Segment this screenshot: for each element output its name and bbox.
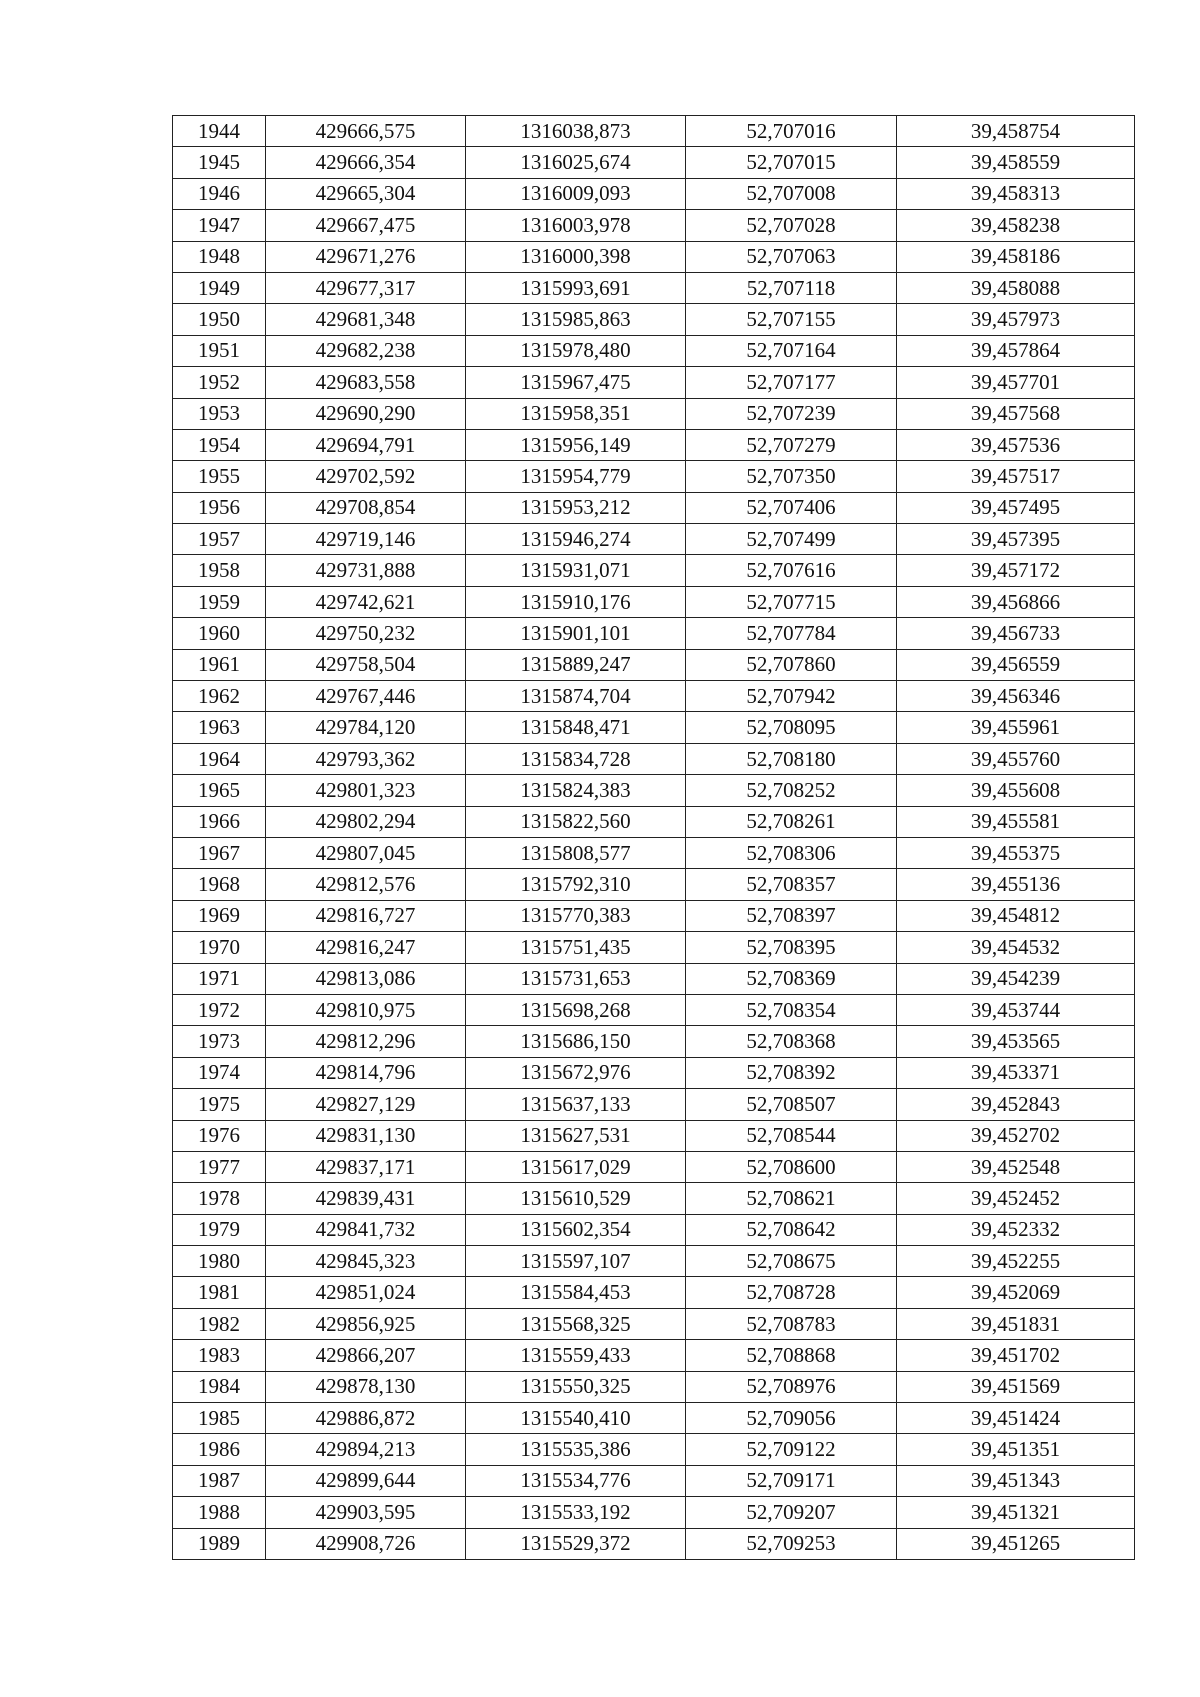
- table-row: [173, 932, 1135, 963]
- y-coordinate-cell: 1315698,268: [466, 994, 686, 1025]
- latitude-cell: 52,708252: [686, 775, 897, 806]
- longitude-cell: 39,452069: [897, 1277, 1135, 1308]
- table-row: [173, 837, 1135, 868]
- point-number-cell: 1956: [173, 492, 266, 523]
- latitude-cell: 52,707499: [686, 524, 897, 555]
- x-coordinate-cell: 429839,431: [266, 1183, 466, 1214]
- x-coordinate-cell: 429856,925: [266, 1308, 466, 1339]
- latitude-cell: 52,707015: [686, 147, 897, 178]
- latitude-cell: 52,708621: [686, 1183, 897, 1214]
- point-number-cell: 1973: [173, 1026, 266, 1057]
- y-coordinate-cell: 1315535,386: [466, 1434, 686, 1465]
- y-coordinate-cell: 1315686,150: [466, 1026, 686, 1057]
- y-coordinate-cell: 1315627,531: [466, 1120, 686, 1151]
- latitude-cell: 52,707406: [686, 492, 897, 523]
- latitude-cell: 52,707860: [686, 649, 897, 680]
- x-coordinate-cell: 429802,294: [266, 806, 466, 837]
- point-number-cell: 1979: [173, 1214, 266, 1245]
- longitude-cell: 39,457495: [897, 492, 1135, 523]
- point-number-cell: 1969: [173, 900, 266, 931]
- y-coordinate-cell: 1315889,247: [466, 649, 686, 680]
- longitude-cell: 39,456866: [897, 586, 1135, 617]
- x-coordinate-cell: 429731,888: [266, 555, 466, 586]
- coordinates-table-body: [173, 116, 1135, 1560]
- x-coordinate-cell: 429793,362: [266, 743, 466, 774]
- longitude-cell: 39,458088: [897, 272, 1135, 303]
- x-coordinate-cell: 429894,213: [266, 1434, 466, 1465]
- longitude-cell: 39,455760: [897, 743, 1135, 774]
- y-coordinate-cell: 1315824,383: [466, 775, 686, 806]
- longitude-cell: 39,454532: [897, 932, 1135, 963]
- longitude-cell: 39,451702: [897, 1340, 1135, 1371]
- point-number-cell: 1982: [173, 1308, 266, 1339]
- y-coordinate-cell: 1316000,398: [466, 241, 686, 272]
- table-row: [173, 586, 1135, 617]
- longitude-cell: 39,455581: [897, 806, 1135, 837]
- table-row: [173, 1214, 1135, 1245]
- longitude-cell: 39,456346: [897, 681, 1135, 712]
- longitude-cell: 39,451831: [897, 1308, 1135, 1339]
- x-coordinate-cell: 429831,130: [266, 1120, 466, 1151]
- y-coordinate-cell: 1315637,133: [466, 1089, 686, 1120]
- y-coordinate-cell: 1315617,029: [466, 1151, 686, 1182]
- x-coordinate-cell: 429827,129: [266, 1089, 466, 1120]
- table-row: [173, 1026, 1135, 1057]
- table-row: [173, 461, 1135, 492]
- longitude-cell: 39,457568: [897, 398, 1135, 429]
- x-coordinate-cell: 429742,621: [266, 586, 466, 617]
- table-row: [173, 806, 1135, 837]
- table-row: [173, 1120, 1135, 1151]
- latitude-cell: 52,708395: [686, 932, 897, 963]
- y-coordinate-cell: 1316025,674: [466, 147, 686, 178]
- longitude-cell: 39,454812: [897, 900, 1135, 931]
- point-number-cell: 1966: [173, 806, 266, 837]
- point-number-cell: 1949: [173, 272, 266, 303]
- y-coordinate-cell: 1315958,351: [466, 398, 686, 429]
- point-number-cell: 1972: [173, 994, 266, 1025]
- longitude-cell: 39,453744: [897, 994, 1135, 1025]
- x-coordinate-cell: 429682,238: [266, 335, 466, 366]
- longitude-cell: 39,457536: [897, 429, 1135, 460]
- x-coordinate-cell: 429899,644: [266, 1465, 466, 1496]
- latitude-cell: 52,707155: [686, 304, 897, 335]
- latitude-cell: 52,707350: [686, 461, 897, 492]
- latitude-cell: 52,708728: [686, 1277, 897, 1308]
- table-row: [173, 618, 1135, 649]
- point-number-cell: 1985: [173, 1403, 266, 1434]
- point-number-cell: 1945: [173, 147, 266, 178]
- point-number-cell: 1974: [173, 1057, 266, 1088]
- latitude-cell: 52,708368: [686, 1026, 897, 1057]
- longitude-cell: 39,452332: [897, 1214, 1135, 1245]
- y-coordinate-cell: 1315529,372: [466, 1528, 686, 1559]
- point-number-cell: 1983: [173, 1340, 266, 1371]
- y-coordinate-cell: 1315568,325: [466, 1308, 686, 1339]
- latitude-cell: 52,707063: [686, 241, 897, 272]
- y-coordinate-cell: 1315550,325: [466, 1371, 686, 1402]
- point-number-cell: 1989: [173, 1528, 266, 1559]
- table-row: [173, 1089, 1135, 1120]
- point-number-cell: 1964: [173, 743, 266, 774]
- latitude-cell: 52,707279: [686, 429, 897, 460]
- point-number-cell: 1977: [173, 1151, 266, 1182]
- x-coordinate-cell: 429878,130: [266, 1371, 466, 1402]
- point-number-cell: 1984: [173, 1371, 266, 1402]
- longitude-cell: 39,455136: [897, 869, 1135, 900]
- latitude-cell: 52,707118: [686, 272, 897, 303]
- table-row: [173, 524, 1135, 555]
- y-coordinate-cell: 1316003,978: [466, 210, 686, 241]
- latitude-cell: 52,707016: [686, 116, 897, 147]
- table-row: [173, 241, 1135, 272]
- longitude-cell: 39,458313: [897, 178, 1135, 209]
- table-row: [173, 963, 1135, 994]
- x-coordinate-cell: 429810,975: [266, 994, 466, 1025]
- x-coordinate-cell: 429758,504: [266, 649, 466, 680]
- point-number-cell: 1960: [173, 618, 266, 649]
- x-coordinate-cell: 429665,304: [266, 178, 466, 209]
- table-row: [173, 492, 1135, 523]
- table-row: [173, 335, 1135, 366]
- latitude-cell: 52,709207: [686, 1497, 897, 1528]
- x-coordinate-cell: 429837,171: [266, 1151, 466, 1182]
- point-number-cell: 1987: [173, 1465, 266, 1496]
- y-coordinate-cell: 1315559,433: [466, 1340, 686, 1371]
- longitude-cell: 39,457517: [897, 461, 1135, 492]
- y-coordinate-cell: 1315751,435: [466, 932, 686, 963]
- y-coordinate-cell: 1315822,560: [466, 806, 686, 837]
- latitude-cell: 52,708095: [686, 712, 897, 743]
- latitude-cell: 52,708642: [686, 1214, 897, 1245]
- latitude-cell: 52,707616: [686, 555, 897, 586]
- y-coordinate-cell: 1315808,577: [466, 837, 686, 868]
- table-row: [173, 649, 1135, 680]
- point-number-cell: 1986: [173, 1434, 266, 1465]
- point-number-cell: 1968: [173, 869, 266, 900]
- y-coordinate-cell: 1315848,471: [466, 712, 686, 743]
- table-row: [173, 1403, 1135, 1434]
- x-coordinate-cell: 429841,732: [266, 1214, 466, 1245]
- x-coordinate-cell: 429667,475: [266, 210, 466, 241]
- x-coordinate-cell: 429813,086: [266, 963, 466, 994]
- y-coordinate-cell: 1315610,529: [466, 1183, 686, 1214]
- y-coordinate-cell: 1315534,776: [466, 1465, 686, 1496]
- latitude-cell: 52,707008: [686, 178, 897, 209]
- latitude-cell: 52,709171: [686, 1465, 897, 1496]
- table-row: [173, 1340, 1135, 1371]
- table-row: [173, 1151, 1135, 1182]
- x-coordinate-cell: 429908,726: [266, 1528, 466, 1559]
- longitude-cell: 39,455961: [897, 712, 1135, 743]
- latitude-cell: 52,708306: [686, 837, 897, 868]
- latitude-cell: 52,708392: [686, 1057, 897, 1088]
- table-row: [173, 1057, 1135, 1088]
- point-number-cell: 1981: [173, 1277, 266, 1308]
- point-number-cell: 1950: [173, 304, 266, 335]
- point-number-cell: 1948: [173, 241, 266, 272]
- latitude-cell: 52,708507: [686, 1089, 897, 1120]
- longitude-cell: 39,455375: [897, 837, 1135, 868]
- latitude-cell: 52,708180: [686, 743, 897, 774]
- longitude-cell: 39,457172: [897, 555, 1135, 586]
- x-coordinate-cell: 429666,354: [266, 147, 466, 178]
- latitude-cell: 52,708357: [686, 869, 897, 900]
- latitude-cell: 52,708675: [686, 1246, 897, 1277]
- latitude-cell: 52,708397: [686, 900, 897, 931]
- x-coordinate-cell: 429845,323: [266, 1246, 466, 1277]
- x-coordinate-cell: 429690,290: [266, 398, 466, 429]
- y-coordinate-cell: 1315956,149: [466, 429, 686, 460]
- point-number-cell: 1988: [173, 1497, 266, 1528]
- point-number-cell: 1952: [173, 367, 266, 398]
- y-coordinate-cell: 1315993,691: [466, 272, 686, 303]
- y-coordinate-cell: 1315597,107: [466, 1246, 686, 1277]
- latitude-cell: 52,707164: [686, 335, 897, 366]
- table-row: [173, 1371, 1135, 1402]
- point-number-cell: 1978: [173, 1183, 266, 1214]
- table-row: [173, 210, 1135, 241]
- coordinates-table: [172, 115, 1135, 1560]
- y-coordinate-cell: 1315967,475: [466, 367, 686, 398]
- point-number-cell: 1954: [173, 429, 266, 460]
- table-row: [173, 1465, 1135, 1496]
- longitude-cell: 39,451424: [897, 1403, 1135, 1434]
- longitude-cell: 39,458238: [897, 210, 1135, 241]
- x-coordinate-cell: 429677,317: [266, 272, 466, 303]
- longitude-cell: 39,451265: [897, 1528, 1135, 1559]
- longitude-cell: 39,451343: [897, 1465, 1135, 1496]
- y-coordinate-cell: 1315931,071: [466, 555, 686, 586]
- longitude-cell: 39,458186: [897, 241, 1135, 272]
- longitude-cell: 39,451321: [897, 1497, 1135, 1528]
- table-row: [173, 178, 1135, 209]
- latitude-cell: 52,707942: [686, 681, 897, 712]
- x-coordinate-cell: 429903,595: [266, 1497, 466, 1528]
- x-coordinate-cell: 429812,576: [266, 869, 466, 900]
- longitude-cell: 39,458559: [897, 147, 1135, 178]
- point-number-cell: 1958: [173, 555, 266, 586]
- table-row: [173, 116, 1135, 147]
- x-coordinate-cell: 429812,296: [266, 1026, 466, 1057]
- latitude-cell: 52,708783: [686, 1308, 897, 1339]
- y-coordinate-cell: 1315910,176: [466, 586, 686, 617]
- table-row: [173, 775, 1135, 806]
- x-coordinate-cell: 429666,575: [266, 116, 466, 147]
- table-row: [173, 1308, 1135, 1339]
- table-row: [173, 304, 1135, 335]
- x-coordinate-cell: 429681,348: [266, 304, 466, 335]
- y-coordinate-cell: 1315874,704: [466, 681, 686, 712]
- table-row: [173, 147, 1135, 178]
- x-coordinate-cell: 429767,446: [266, 681, 466, 712]
- point-number-cell: 1947: [173, 210, 266, 241]
- table-row: [173, 1277, 1135, 1308]
- y-coordinate-cell: 1315946,274: [466, 524, 686, 555]
- point-number-cell: 1971: [173, 963, 266, 994]
- y-coordinate-cell: 1315953,212: [466, 492, 686, 523]
- point-number-cell: 1962: [173, 681, 266, 712]
- longitude-cell: 39,456733: [897, 618, 1135, 649]
- longitude-cell: 39,457395: [897, 524, 1135, 555]
- longitude-cell: 39,455608: [897, 775, 1135, 806]
- y-coordinate-cell: 1315985,863: [466, 304, 686, 335]
- y-coordinate-cell: 1315834,728: [466, 743, 686, 774]
- y-coordinate-cell: 1315731,653: [466, 963, 686, 994]
- point-number-cell: 1957: [173, 524, 266, 555]
- y-coordinate-cell: 1315602,354: [466, 1214, 686, 1245]
- table-row: [173, 681, 1135, 712]
- table-row: [173, 272, 1135, 303]
- latitude-cell: 52,708544: [686, 1120, 897, 1151]
- latitude-cell: 52,708369: [686, 963, 897, 994]
- longitude-cell: 39,454239: [897, 963, 1135, 994]
- table-row: [173, 367, 1135, 398]
- point-number-cell: 1967: [173, 837, 266, 868]
- x-coordinate-cell: 429851,024: [266, 1277, 466, 1308]
- point-number-cell: 1980: [173, 1246, 266, 1277]
- x-coordinate-cell: 429694,791: [266, 429, 466, 460]
- x-coordinate-cell: 429816,247: [266, 932, 466, 963]
- y-coordinate-cell: 1315584,453: [466, 1277, 686, 1308]
- table-row: [173, 869, 1135, 900]
- x-coordinate-cell: 429816,727: [266, 900, 466, 931]
- x-coordinate-cell: 429866,207: [266, 1340, 466, 1371]
- y-coordinate-cell: 1315978,480: [466, 335, 686, 366]
- longitude-cell: 39,453371: [897, 1057, 1135, 1088]
- longitude-cell: 39,457973: [897, 304, 1135, 335]
- latitude-cell: 52,707784: [686, 618, 897, 649]
- x-coordinate-cell: 429719,146: [266, 524, 466, 555]
- y-coordinate-cell: 1315954,779: [466, 461, 686, 492]
- table-row: [173, 900, 1135, 931]
- point-number-cell: 1965: [173, 775, 266, 806]
- longitude-cell: 39,457864: [897, 335, 1135, 366]
- longitude-cell: 39,452548: [897, 1151, 1135, 1182]
- x-coordinate-cell: 429886,872: [266, 1403, 466, 1434]
- table-row: [173, 712, 1135, 743]
- table-row: [173, 1497, 1135, 1528]
- y-coordinate-cell: 1316009,093: [466, 178, 686, 209]
- point-number-cell: 1970: [173, 932, 266, 963]
- y-coordinate-cell: 1315540,410: [466, 1403, 686, 1434]
- latitude-cell: 52,708600: [686, 1151, 897, 1182]
- table-row: [173, 429, 1135, 460]
- longitude-cell: 39,452702: [897, 1120, 1135, 1151]
- point-number-cell: 1951: [173, 335, 266, 366]
- point-number-cell: 1953: [173, 398, 266, 429]
- latitude-cell: 52,707239: [686, 398, 897, 429]
- table-row: [173, 398, 1135, 429]
- latitude-cell: 52,709253: [686, 1528, 897, 1559]
- point-number-cell: 1944: [173, 116, 266, 147]
- table-row: [173, 555, 1135, 586]
- point-number-cell: 1946: [173, 178, 266, 209]
- latitude-cell: 52,709056: [686, 1403, 897, 1434]
- longitude-cell: 39,452452: [897, 1183, 1135, 1214]
- table-row: [173, 1434, 1135, 1465]
- longitude-cell: 39,451569: [897, 1371, 1135, 1402]
- longitude-cell: 39,456559: [897, 649, 1135, 680]
- latitude-cell: 52,707715: [686, 586, 897, 617]
- longitude-cell: 39,457701: [897, 367, 1135, 398]
- point-number-cell: 1959: [173, 586, 266, 617]
- latitude-cell: 52,708261: [686, 806, 897, 837]
- latitude-cell: 52,709122: [686, 1434, 897, 1465]
- point-number-cell: 1961: [173, 649, 266, 680]
- y-coordinate-cell: 1315533,192: [466, 1497, 686, 1528]
- x-coordinate-cell: 429750,232: [266, 618, 466, 649]
- x-coordinate-cell: 429708,854: [266, 492, 466, 523]
- longitude-cell: 39,452255: [897, 1246, 1135, 1277]
- y-coordinate-cell: 1315792,310: [466, 869, 686, 900]
- x-coordinate-cell: 429784,120: [266, 712, 466, 743]
- table-row: [173, 1528, 1135, 1559]
- point-number-cell: 1963: [173, 712, 266, 743]
- point-number-cell: 1976: [173, 1120, 266, 1151]
- latitude-cell: 52,707177: [686, 367, 897, 398]
- table-row: [173, 1183, 1135, 1214]
- y-coordinate-cell: 1315901,101: [466, 618, 686, 649]
- table-row: [173, 994, 1135, 1025]
- longitude-cell: 39,451351: [897, 1434, 1135, 1465]
- latitude-cell: 52,708868: [686, 1340, 897, 1371]
- x-coordinate-cell: 429801,323: [266, 775, 466, 806]
- y-coordinate-cell: 1315770,383: [466, 900, 686, 931]
- table-row: [173, 743, 1135, 774]
- longitude-cell: 39,452843: [897, 1089, 1135, 1120]
- x-coordinate-cell: 429807,045: [266, 837, 466, 868]
- x-coordinate-cell: 429683,558: [266, 367, 466, 398]
- x-coordinate-cell: 429814,796: [266, 1057, 466, 1088]
- latitude-cell: 52,708354: [686, 994, 897, 1025]
- latitude-cell: 52,708976: [686, 1371, 897, 1402]
- y-coordinate-cell: 1315672,976: [466, 1057, 686, 1088]
- y-coordinate-cell: 1316038,873: [466, 116, 686, 147]
- longitude-cell: 39,458754: [897, 116, 1135, 147]
- x-coordinate-cell: 429702,592: [266, 461, 466, 492]
- latitude-cell: 52,707028: [686, 210, 897, 241]
- point-number-cell: 1975: [173, 1089, 266, 1120]
- x-coordinate-cell: 429671,276: [266, 241, 466, 272]
- point-number-cell: 1955: [173, 461, 266, 492]
- longitude-cell: 39,453565: [897, 1026, 1135, 1057]
- table-row: [173, 1246, 1135, 1277]
